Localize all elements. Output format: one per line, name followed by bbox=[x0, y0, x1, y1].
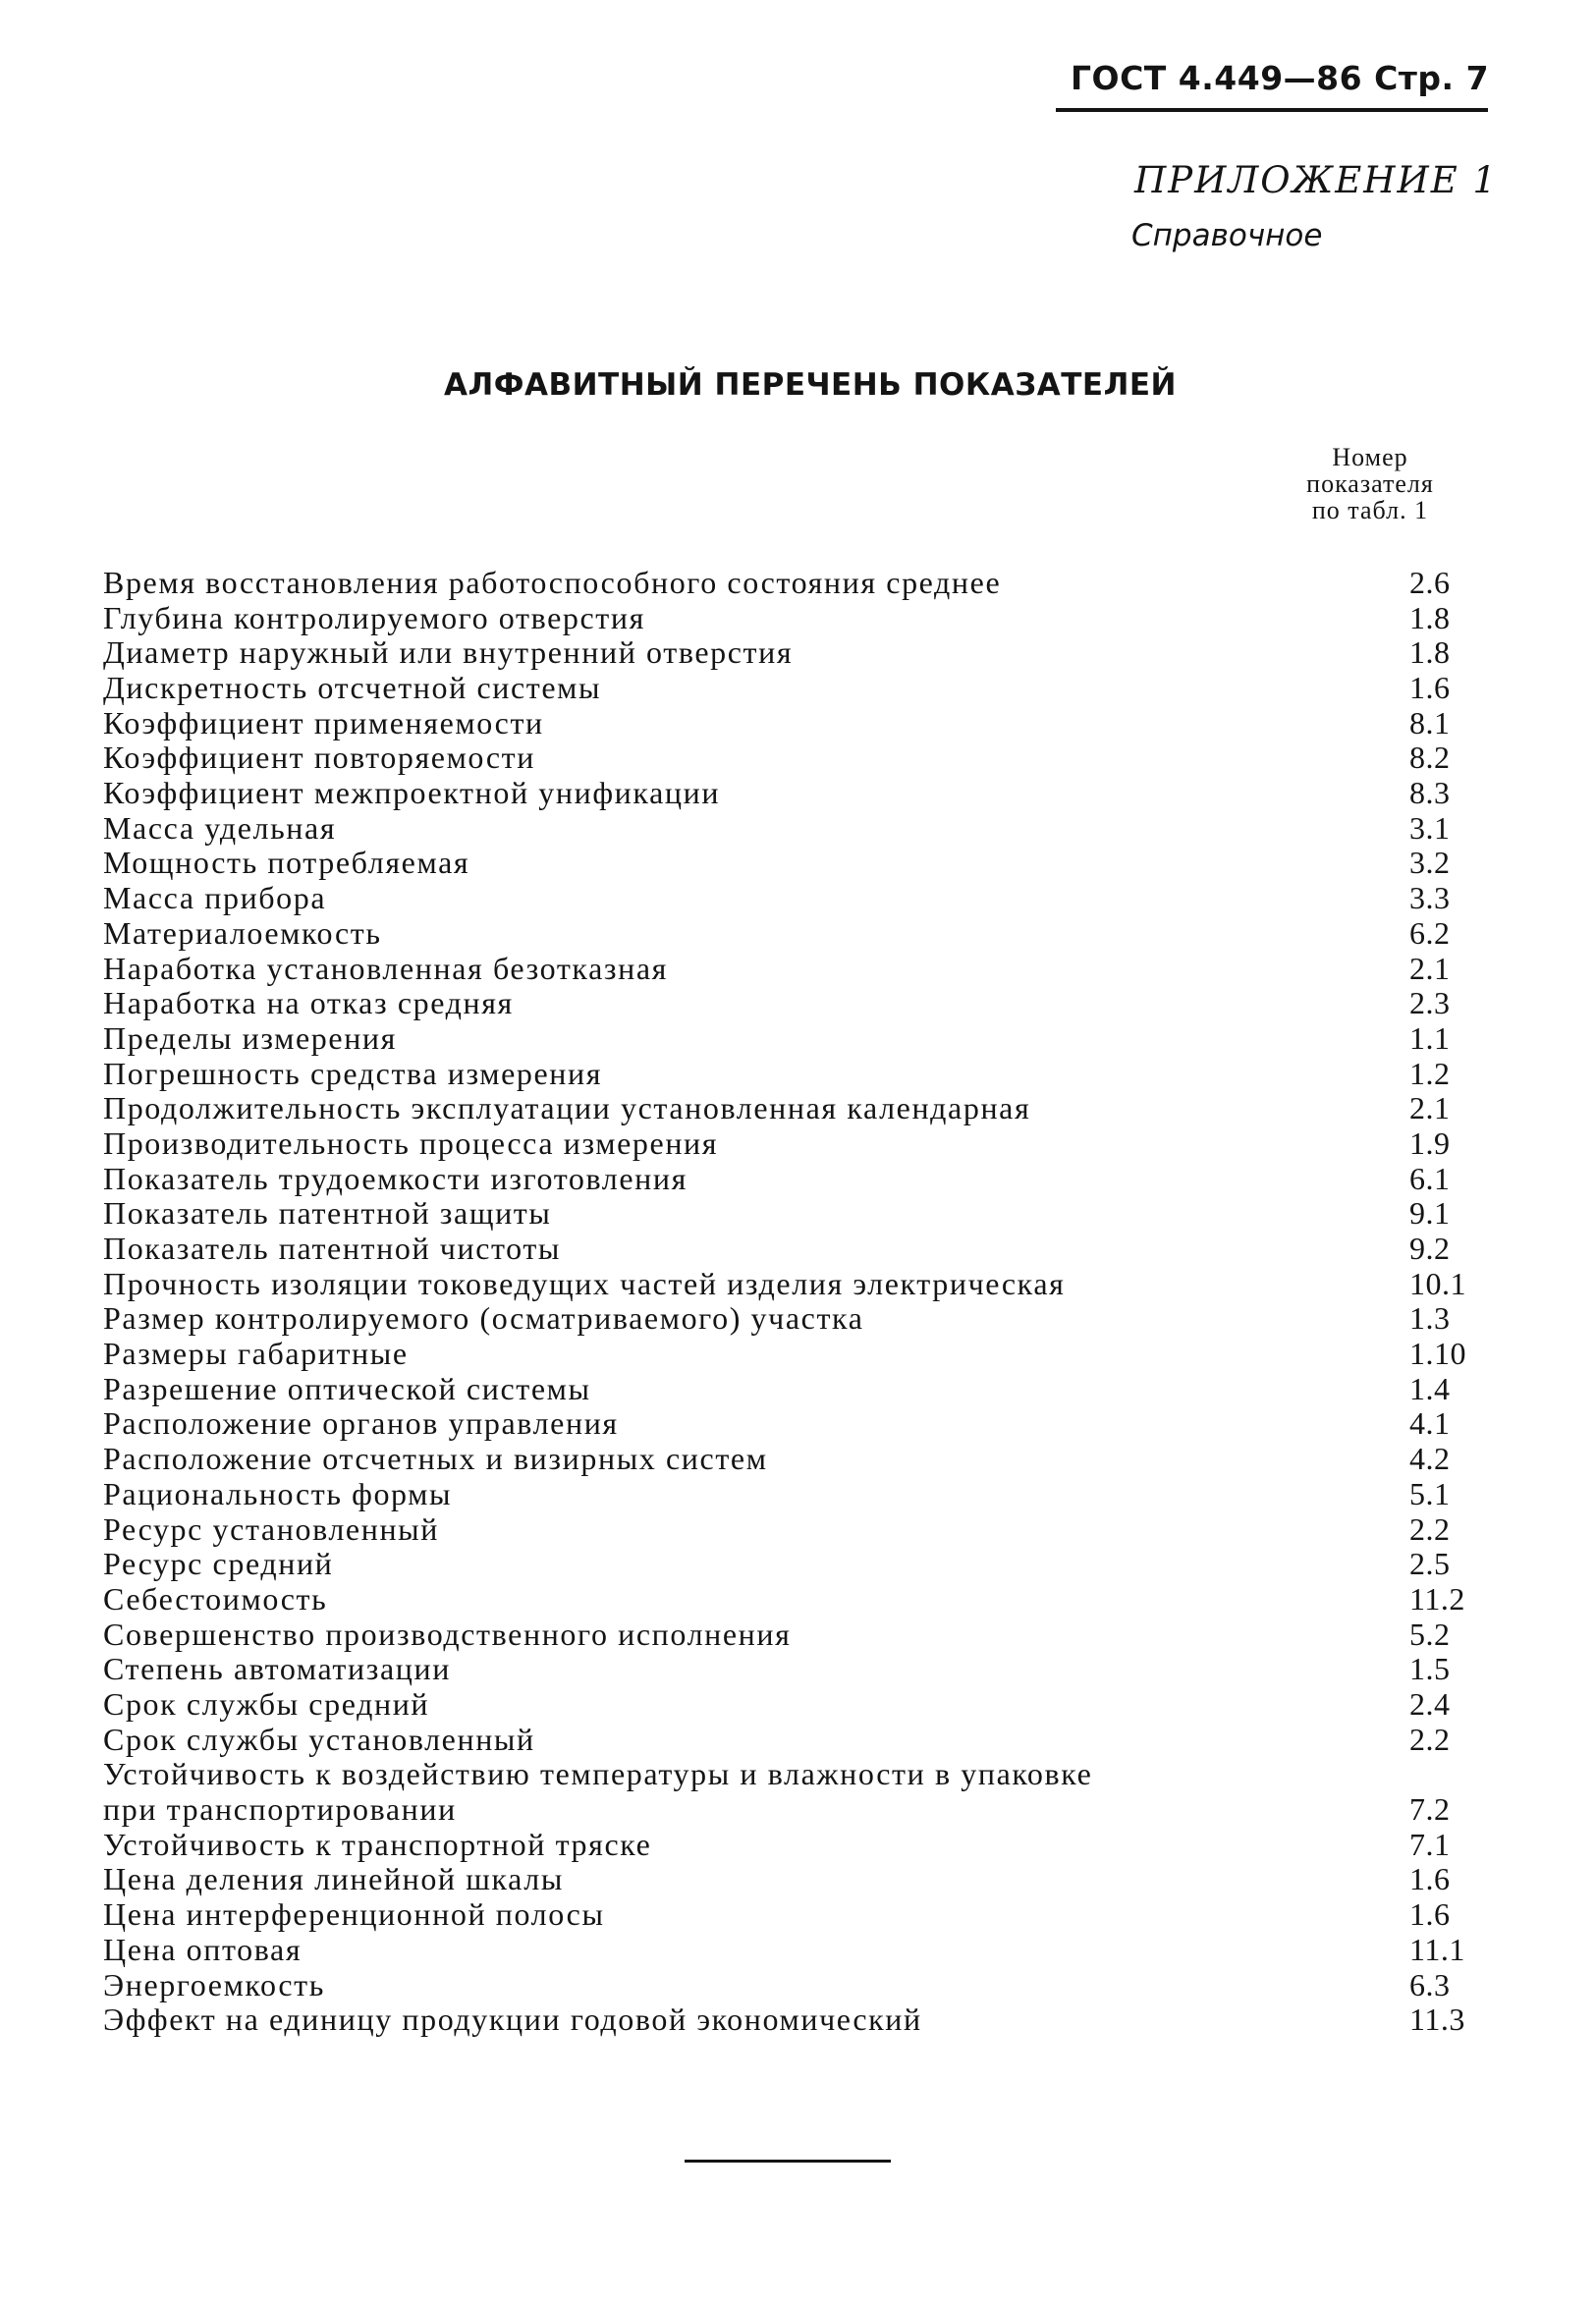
indicator-number: 6.1 bbox=[1409, 1160, 1451, 1196]
indicator-name: Время восстановления работоспособного состояния среднее bbox=[103, 564, 1002, 600]
header-rule bbox=[1056, 108, 1488, 112]
indicator-name: Коэффициент применяемости bbox=[103, 704, 544, 740]
indicator-number: 8.1 bbox=[1409, 704, 1451, 740]
list-item bbox=[103, 1933, 1498, 1968]
list-item bbox=[103, 1232, 1498, 1267]
indicator-number: 1.8 bbox=[1409, 599, 1451, 635]
column-header-line: Номер bbox=[1332, 443, 1408, 471]
indicator-number: 1.6 bbox=[1409, 1896, 1451, 1933]
list-item bbox=[103, 916, 1498, 952]
list-item bbox=[103, 601, 1498, 636]
indicator-number: 11.3 bbox=[1409, 2001, 1465, 2038]
list-item bbox=[103, 1301, 1498, 1337]
list-item bbox=[103, 1021, 1498, 1057]
indicator-name: Совершенство производственного исполнения bbox=[103, 1616, 792, 1652]
list-item bbox=[103, 1582, 1498, 1618]
list-item bbox=[103, 671, 1498, 706]
indicator-number: 2.2 bbox=[1409, 1510, 1451, 1547]
indicator-number: 2.4 bbox=[1409, 1685, 1451, 1722]
indicator-number: 1.1 bbox=[1409, 1019, 1451, 1056]
list-item bbox=[103, 706, 1498, 741]
list-item bbox=[103, 2002, 1498, 2038]
indicator-number: 2.1 bbox=[1409, 1090, 1451, 1126]
list-item bbox=[103, 1547, 1498, 1582]
indicator-name: Размер контролируемого (осматриваемого) участка bbox=[103, 1300, 864, 1337]
list-item bbox=[103, 740, 1498, 776]
indicator-name: Диаметр наружный или внутренний отверстия bbox=[103, 634, 794, 671]
document-title: АЛФАВИТНЫЙ ПЕРЕЧЕНЬ ПОКАЗАТЕЛЕЙ bbox=[444, 367, 1177, 403]
indicator-number: 4.2 bbox=[1409, 1441, 1451, 1477]
list-item bbox=[103, 1687, 1498, 1723]
indicator-number: 2.6 bbox=[1409, 564, 1451, 600]
indicator-number: 1.6 bbox=[1409, 670, 1451, 706]
column-header-line: по табл. 1 bbox=[1311, 496, 1429, 524]
list-item bbox=[103, 776, 1498, 811]
indicator-number: 1.2 bbox=[1409, 1055, 1451, 1091]
list-item bbox=[103, 1162, 1498, 1197]
list-item bbox=[103, 1757, 1498, 1827]
indicator-number: 1.3 bbox=[1409, 1300, 1451, 1337]
indicator-number: 2.3 bbox=[1409, 985, 1451, 1021]
indicator-name: Ресурс установленный bbox=[103, 1510, 439, 1547]
indicator-name: Масса прибора bbox=[103, 880, 327, 916]
indicator-name: Цена интерференционной полосы bbox=[103, 1896, 605, 1933]
indicator-number: 6.3 bbox=[1409, 1966, 1451, 2002]
list-item bbox=[103, 1862, 1498, 1897]
indicator-number: 6.2 bbox=[1409, 914, 1451, 951]
list-item bbox=[103, 847, 1498, 882]
end-rule bbox=[685, 2160, 891, 2163]
list-item bbox=[103, 952, 1498, 987]
indicator-number: 2.1 bbox=[1409, 950, 1451, 986]
column-header-line: показателя bbox=[1306, 469, 1434, 498]
indicator-name: Масса удельная bbox=[103, 809, 337, 846]
indicator-number: 8.3 bbox=[1409, 775, 1451, 811]
indicator-number: 1.5 bbox=[1409, 1651, 1451, 1687]
indicator-name: Показатель патентной чистоты bbox=[103, 1231, 562, 1267]
indicator-list bbox=[103, 566, 1498, 2038]
indicator-name: Пределы измерения bbox=[103, 1019, 397, 1056]
indicator-name: Коэффициент межпроектной унификации bbox=[103, 775, 721, 811]
indicator-name: Степень автоматизации bbox=[103, 1651, 451, 1687]
indicator-name: Производительность процесса измерения bbox=[103, 1124, 719, 1161]
indicator-name: Мощность потребляемая bbox=[103, 845, 470, 881]
indicator-name: Цена деления линейной шкалы bbox=[103, 1861, 564, 1897]
indicator-name: Прочность изоляции токоведущих частей изделия электрическая bbox=[103, 1265, 1066, 1301]
appendix-subtitle: Справочное bbox=[1131, 218, 1323, 253]
indicator-name: Коэффициент повторяемости bbox=[103, 740, 535, 776]
list-item bbox=[103, 1512, 1498, 1548]
list-item bbox=[103, 1372, 1498, 1407]
list-item bbox=[103, 1477, 1498, 1512]
indicator-name: Расположение органов управления bbox=[103, 1405, 619, 1442]
indicator-number: 10.1 bbox=[1409, 1265, 1466, 1301]
list-item bbox=[103, 635, 1498, 671]
indicator-name: Срок службы средний bbox=[103, 1685, 430, 1722]
indicator-number: 3.2 bbox=[1409, 845, 1451, 881]
indicator-name: Устойчивость к воздействию температуры и влажности в упаковке при транспортировании bbox=[103, 1756, 1093, 1828]
list-item bbox=[103, 1337, 1498, 1372]
indicator-number: 7.2 bbox=[1409, 1791, 1451, 1828]
list-item bbox=[103, 1652, 1498, 1687]
list-item bbox=[103, 1196, 1498, 1232]
indicator-name: Эффект на единицу продукции годовой экономический bbox=[103, 2001, 922, 2038]
indicator-number: 3.3 bbox=[1409, 880, 1451, 916]
indicator-name: Наработка установленная безотказная bbox=[103, 950, 668, 986]
indicator-name: Материалоемкость bbox=[103, 914, 382, 951]
indicator-number: 1.9 bbox=[1409, 1124, 1451, 1161]
indicator-name: Продолжительность эксплуатации установленная календарная bbox=[103, 1090, 1031, 1126]
list-item bbox=[103, 1126, 1498, 1162]
indicator-number: 11.1 bbox=[1409, 1931, 1465, 1967]
indicator-name: Срок службы установленный bbox=[103, 1721, 535, 1757]
list-item bbox=[103, 1057, 1498, 1092]
indicator-number: 8.2 bbox=[1409, 740, 1451, 776]
list-item bbox=[103, 1828, 1498, 1863]
indicator-name: Расположение отсчетных и визирных систем bbox=[103, 1441, 768, 1477]
indicator-name: Ресурс средний bbox=[103, 1546, 334, 1582]
indicator-name: Разрешение оптической системы bbox=[103, 1370, 591, 1406]
indicator-number: 4.1 bbox=[1409, 1405, 1451, 1442]
indicator-name: Цена оптовая bbox=[103, 1931, 303, 1967]
list-item bbox=[103, 1442, 1498, 1477]
list-item bbox=[103, 1091, 1498, 1126]
indicator-number: 1.6 bbox=[1409, 1861, 1451, 1897]
indicator-name: Размеры габаритные bbox=[103, 1336, 409, 1372]
indicator-name: Устойчивость к транспортной тряске bbox=[103, 1826, 652, 1862]
indicator-number: 2.2 bbox=[1409, 1721, 1451, 1757]
indicator-name: Показатель трудоемкости изготовления bbox=[103, 1160, 688, 1196]
list-item bbox=[103, 566, 1498, 601]
indicator-name: Энергоемкость bbox=[103, 1966, 325, 2002]
indicator-name: Рациональность формы bbox=[103, 1475, 453, 1511]
list-item bbox=[103, 1618, 1498, 1653]
list-item bbox=[103, 1968, 1498, 2003]
indicator-number: 3.1 bbox=[1409, 809, 1451, 846]
indicator-number: 1.4 bbox=[1409, 1370, 1451, 1406]
indicator-number: 9.1 bbox=[1409, 1195, 1451, 1232]
indicator-name: Дискретность отсчетной системы bbox=[103, 670, 602, 706]
indicator-number: 9.2 bbox=[1409, 1231, 1451, 1267]
list-item bbox=[103, 1897, 1498, 1933]
indicator-number: 11.2 bbox=[1409, 1580, 1465, 1617]
indicator-number: 5.1 bbox=[1409, 1475, 1451, 1511]
indicator-number: 7.1 bbox=[1409, 1826, 1451, 1862]
indicator-name: Глубина контролируемого отверстия bbox=[103, 599, 645, 635]
list-item bbox=[103, 1407, 1498, 1443]
indicator-number: 1.8 bbox=[1409, 634, 1451, 671]
list-item bbox=[103, 1723, 1498, 1758]
column-header bbox=[1277, 444, 1463, 523]
indicator-name: Себестоимость bbox=[103, 1580, 328, 1617]
list-item bbox=[103, 1267, 1498, 1302]
list-item bbox=[103, 881, 1498, 916]
indicator-number: 1.10 bbox=[1409, 1336, 1466, 1372]
page-header: ГОСТ 4.449—86 Стр. 7 bbox=[1071, 59, 1490, 97]
indicator-name: Показатель патентной защиты bbox=[103, 1195, 552, 1232]
appendix-title: ПРИЛОЖЕНИЕ 1 bbox=[1134, 159, 1499, 201]
list-item bbox=[103, 811, 1498, 847]
indicator-number: 2.5 bbox=[1409, 1546, 1451, 1582]
indicator-number: 5.2 bbox=[1409, 1616, 1451, 1652]
list-item bbox=[103, 986, 1498, 1021]
indicator-name: Наработка на отказ средняя bbox=[103, 985, 514, 1021]
indicator-name: Погрешность средства измерения bbox=[103, 1055, 603, 1091]
